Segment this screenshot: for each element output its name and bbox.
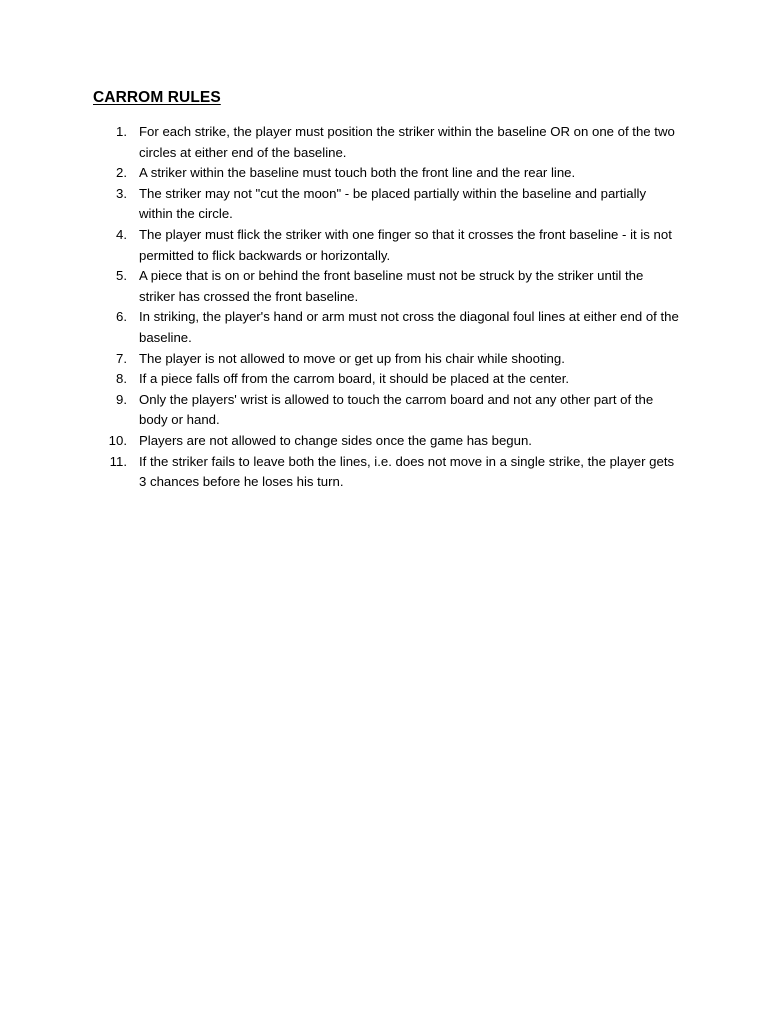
- document-title: CARROM RULES: [93, 89, 221, 106]
- rule-item: [100, 163, 680, 184]
- rule-text: If the striker fails to leave both the lines, i.e. does not move in a single strike, the player gets 3 chances before he loses his turn.: [139, 453, 675, 490]
- rule-number: 5.: [116, 268, 127, 284]
- rule-text: A striker within the baseline must touch both the front line and the rear line.: [139, 165, 576, 181]
- rule-number: 4.: [116, 226, 127, 242]
- rule-item: [100, 307, 680, 348]
- rule-number: 2.: [116, 165, 127, 181]
- rules-list: [100, 122, 680, 493]
- rule-number: 1.: [116, 124, 127, 139]
- rule-item: [100, 390, 680, 431]
- rule-number: 11.: [109, 453, 127, 469]
- rule-number: 9.: [116, 391, 127, 407]
- rule-item: [100, 122, 680, 163]
- rule-text: In striking, the player's hand or arm must not cross the diagonal foul lines at either end of the baseline.: [139, 309, 679, 345]
- rule-item: [100, 184, 680, 225]
- rule-item: [100, 225, 680, 266]
- rule-text: For each strike, the player must position the striker within the baseline OR on one of the two circles at either end of the baseline.: [139, 124, 675, 160]
- rule-text: The player is not allowed to move or get up from his chair while shooting.: [139, 350, 565, 366]
- rule-text: A piece that is on or behind the front baseline must not be struck by the striker until the striker has crossed the front baseline.: [139, 268, 644, 304]
- rule-item: [100, 369, 680, 390]
- rule-text: Only the players' wrist is allowed to touch the carrom board and not any other part of the body or hand.: [139, 391, 654, 428]
- rule-item: [100, 452, 680, 493]
- rule-text: Players are not allowed to change sides once the game has begun.: [139, 432, 532, 448]
- rule-text: The striker may not "cut the moon" - be placed partially within the baseline and partially within the circle.: [139, 185, 647, 222]
- rule-text: The player must flick the striker with one finger so that it crosses the front baseline - it is not permitted to flick backwards or horizontally.: [139, 226, 672, 263]
- rule-text: If a piece falls off from the carrom board, it should be placed at the center.: [139, 371, 570, 387]
- rule-item: [100, 431, 680, 452]
- rule-number: 10.: [108, 432, 127, 448]
- rule-item: [100, 266, 680, 307]
- rule-number: 7.: [116, 350, 127, 366]
- rule-number: 6.: [116, 309, 127, 325]
- rule-number: 8.: [116, 371, 127, 387]
- rule-number: 3.: [116, 185, 127, 201]
- rule-item: [100, 349, 680, 370]
